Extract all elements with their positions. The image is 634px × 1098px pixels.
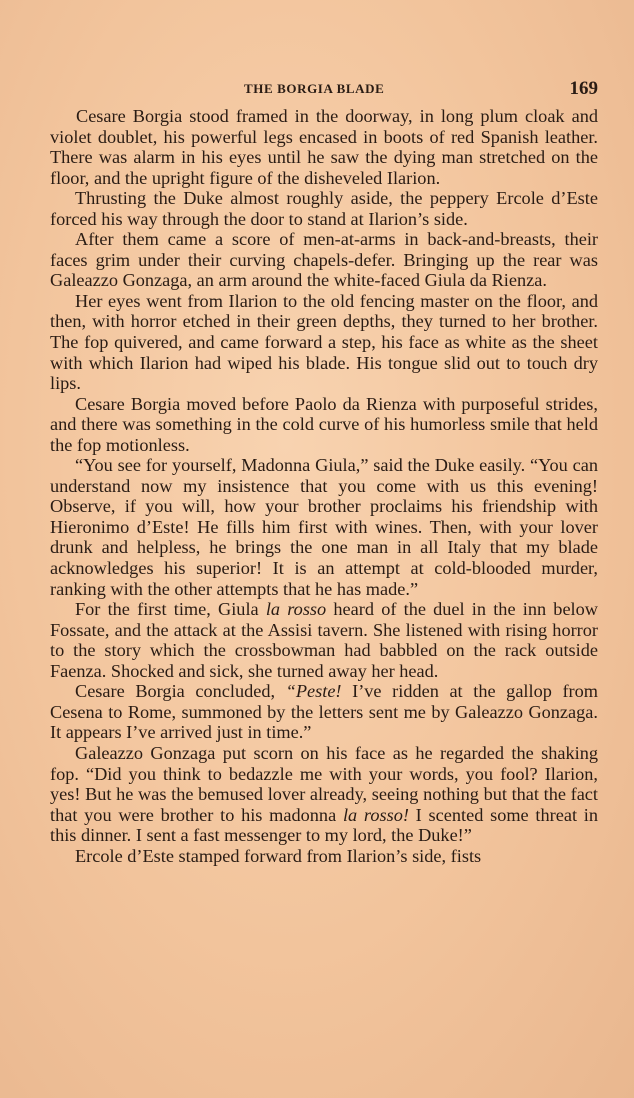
text-run: I’ve ridden at the gallop from Cesena to Rome, summoned by the letters sent me by Galeazzo Gonzaga. It appears I’ve arrived just in time.” [50,681,599,743]
text-run: Galeazzo Gonzaga put scorn on his face as he regarded the shaking fop. “Did you think to bedazzle me with your words, you fool? Ilarion, yes! But he was the bemused lover already, seeing nothing but that the fact that you were brother to his madonna [50,742,598,825]
text-run: Cesare Borgia stood framed in the doorway, in long plum cloak and violet doublet, his powerful legs encased in boots of red Spanish leather. There was alarm in his eyes until he saw the dying man stretched on the floor, and the upright figure of the disheveled Ilarion. [50,106,598,188]
text-run: Her eyes went from Ilarion to the old fencing master on the floor, and then, with horror etched in their green depths, they turned to her brother. The fop quivered, and came forward a step, his face as white as the sheet with which Ilarion had wiped his blade. His tongue slid out to touch dry lips. [50,290,598,394]
text-run: After them came a score of men-at-arms in back-and-breasts, their faces grim under their curving chapels-defer. Bringing up the rear was Galeazzo Gonzaga, an arm around the white-faced Giula da Rienza. [50,229,598,291]
paragraph [50,599,598,681]
book-page [50,76,598,866]
page-header [50,76,598,106]
body-text [50,106,598,866]
italic-text-run: la rosso [265,599,327,620]
paragraph [50,188,598,229]
paragraph [50,455,598,599]
text-run: Ercole d’Este stamped forward from Ilarion’s side, fists [75,845,482,866]
paragraph [50,106,598,188]
paragraph [50,291,598,394]
paragraph [50,743,598,846]
page-number: 169 [569,78,598,99]
paragraph [50,229,598,291]
text-run: Cesare Borgia moved before Paolo da Rienza with purposeful strides, and there was something in the cold curve of his humorless smile that held the fop motionless. [50,393,598,455]
paragraph [50,394,598,456]
text-run: Thrusting the Duke almost roughly aside, the peppery Ercole d’Este forced his way through the door to stand at Ilarion’s side. [50,188,598,229]
italic-text-run: la rosso! [342,804,409,825]
paragraph [50,681,598,743]
text-run: “You see for yourself, Madonna Giula,” said the Duke easily. “You can understand now my insistence that you come with us this evening! Observe, if you will, how your brother proclaims his friendship with Hieronimo d’Este! He fills him first with wines. Then, with your lover drunk and helpless, he brings the one man in all Italy that my blade acknowledges his superior! It is an attempt at cold-blooded murder, ranking with the other attempts that he has made.” [50,455,598,599]
italic-text-run: “Peste! [285,681,342,702]
text-run: Cesare Borgia concluded, [75,681,286,702]
text-run: For the first time, Giula [75,599,266,620]
running-head: THE BORGIA BLADE [244,81,385,96]
text-run: I scented some threat in this dinner. I sent a fast messenger to my lord, the Duke!” [50,804,598,846]
paragraph [50,846,598,867]
text-run: heard of the duel in the inn below Fossate, and the attack at the Assisi tavern. She listened with rising horror to the story which the crossbowman had babbled on the rack outside Faenza. Shocked and sick, she turned away her head. [50,599,598,681]
